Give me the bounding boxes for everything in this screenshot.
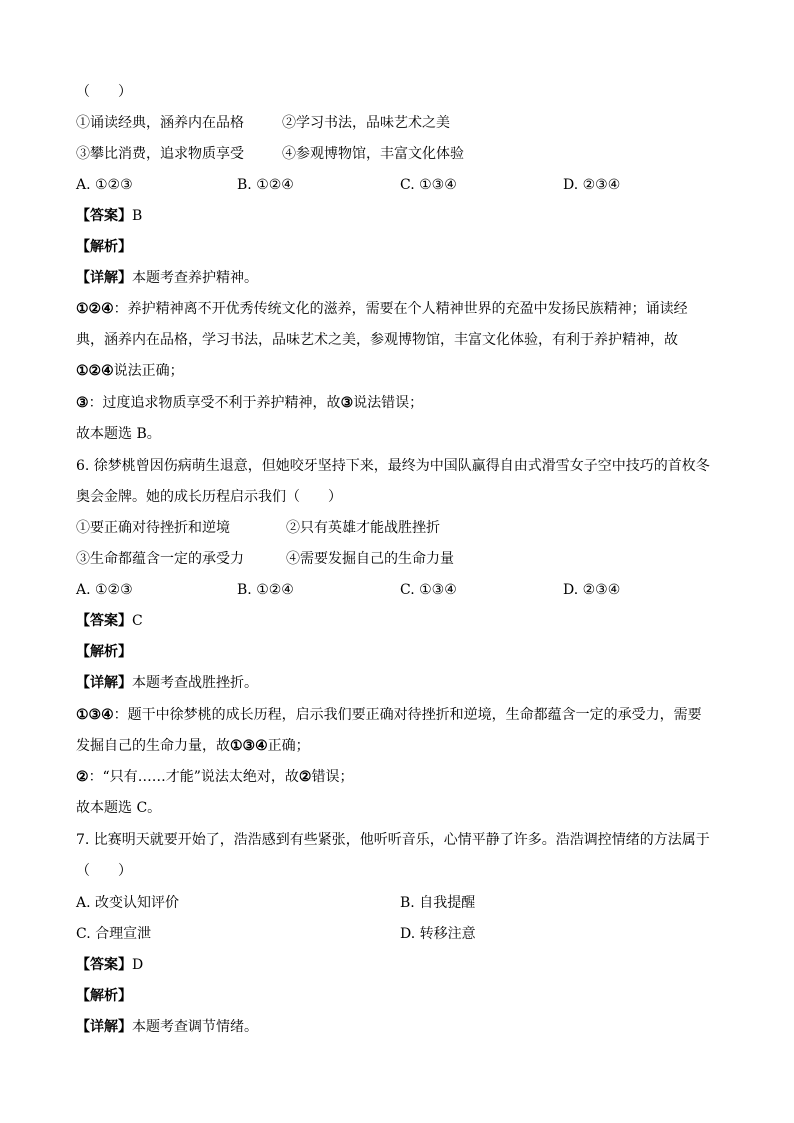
q6-stem-line-1: 6. 徐梦桃曾因伤病萌生退意，但她咬牙坚持下来，最终为中国队赢得自由式滑雪女子空中技巧的首枚冬	[76, 458, 710, 474]
option-number: ③	[340, 395, 354, 411]
q6-answer	[76, 611, 143, 631]
answer-label: 【答案】	[76, 613, 132, 629]
q6-choice-b: B. ①②④	[237, 582, 294, 598]
q5-explanation-1-cont: 典，涵养内在品格，学习书法，品味艺术之美，参观博物馆，丰富文化体验，有利于养护精神，故	[76, 332, 678, 348]
q6-option-4: ④需要发掘自己的生命力量	[286, 551, 454, 567]
q7-stem-line-1: 7. 比赛明天就要开始了，浩浩感到有些紧张，他听听音乐，心情平静了许多。浩浩调控情绪的方法属于	[76, 832, 710, 848]
explanation-text: 正确；	[267, 738, 310, 754]
explanation-text: ：过度追求物质享受不利于养护精神，故	[88, 395, 341, 411]
q7-choice-d: D. 转移注意	[400, 926, 476, 942]
detail-label: 【详解】	[76, 1019, 132, 1035]
q6-choice-a: A. ①②③	[76, 582, 133, 598]
q6-conclusion: 故本题选 C。	[76, 800, 162, 816]
option-numbers: ①②④	[76, 301, 114, 317]
q5-option-4: ④参观博物馆，丰富文化体验	[282, 146, 464, 162]
q5-option-2: ②学习书法，品味艺术之美	[282, 115, 450, 131]
q6-choice-c: C. ①③④	[400, 582, 457, 598]
q5-choice-b: B. ①②④	[237, 177, 294, 193]
option-number: ②	[298, 769, 312, 785]
option-number: ②	[76, 769, 89, 785]
q5-explanation-1	[76, 299, 688, 319]
explanation-text: ：“只有……才能”说法太绝对，故	[88, 769, 299, 785]
detail-text: 本题考查调节情绪。	[132, 1019, 258, 1035]
q7-analysis-label: 【解析】	[76, 988, 132, 1004]
q6-explanation-1-cont	[76, 736, 310, 756]
q5-choice-d: D. ②③④	[563, 177, 621, 193]
q5-choice-a: A. ①②③	[76, 177, 133, 193]
q6-option-2: ②只有英雄才能战胜挫折	[286, 520, 440, 536]
q5-explanation-1-end	[76, 361, 184, 381]
q5-paren: （ ）	[76, 84, 132, 100]
explanation-text: 说法错误；	[353, 395, 424, 411]
q6-stem-line-2: 奥会金牌。她的成长历程启示我们（ ）	[76, 489, 342, 505]
detail-text: 本题考查养护精神。	[132, 270, 258, 286]
q5-conclusion: 故本题选 B。	[76, 426, 161, 442]
q7-choice-c: C. 合理宣泄	[76, 926, 152, 942]
option-numbers: ①③④	[76, 707, 114, 723]
q5-explanation-2	[76, 393, 423, 413]
q6-explanation-1	[76, 705, 702, 725]
explanation-text: 发掘自己的生命力量，故	[76, 738, 230, 754]
q5-analysis-label: 【解析】	[76, 239, 132, 255]
explanation-text: 错误；	[311, 769, 354, 785]
q6-explanation-2	[76, 767, 353, 787]
detail-text: 本题考查战胜挫折。	[132, 675, 258, 691]
q6-option-3: ③生命都蕴含一定的承受力	[76, 551, 244, 567]
q7-answer	[76, 955, 143, 975]
option-numbers: ①③④	[230, 738, 268, 754]
q6-analysis-label: 【解析】	[76, 644, 132, 660]
q7-paren: （ ）	[76, 863, 132, 879]
q5-answer	[76, 206, 142, 226]
detail-label: 【详解】	[76, 675, 132, 691]
answer-label: 【答案】	[76, 208, 132, 224]
q5-detail	[76, 268, 258, 288]
q7-detail	[76, 1017, 258, 1037]
q6-detail	[76, 673, 258, 693]
explanation-text: 说法正确；	[113, 363, 184, 379]
q5-option-1: ①诵读经典，涵养内在品格	[76, 115, 244, 131]
detail-label: 【详解】	[76, 270, 132, 286]
answer-value: C	[132, 613, 143, 629]
option-number: ③	[76, 395, 89, 411]
explanation-text: ：养护精神离不开优秀传统文化的滋养，需要在个人精神世界的充盈中发扬民族精神；诵读经	[113, 301, 688, 317]
q7-choice-a: A. 改变认知评价	[76, 895, 180, 911]
q6-option-1: ①要正确对待挫折和逆境	[76, 520, 230, 536]
answer-value: D	[132, 957, 144, 973]
answer-label: 【答案】	[76, 957, 132, 973]
option-numbers: ①②④	[76, 363, 114, 379]
q5-option-3: ③攀比消费，追求物质享受	[76, 146, 244, 162]
q6-choice-d: D. ②③④	[563, 582, 621, 598]
explanation-text: ：题干中徐梦桃的成长历程，启示我们要正确对待挫折和逆境，生命都蕴含一定的承受力，需要	[113, 707, 702, 723]
q7-choice-b: B. 自我提醒	[400, 895, 476, 911]
answer-value: B	[132, 208, 143, 224]
q5-choice-c: C. ①③④	[400, 177, 457, 193]
